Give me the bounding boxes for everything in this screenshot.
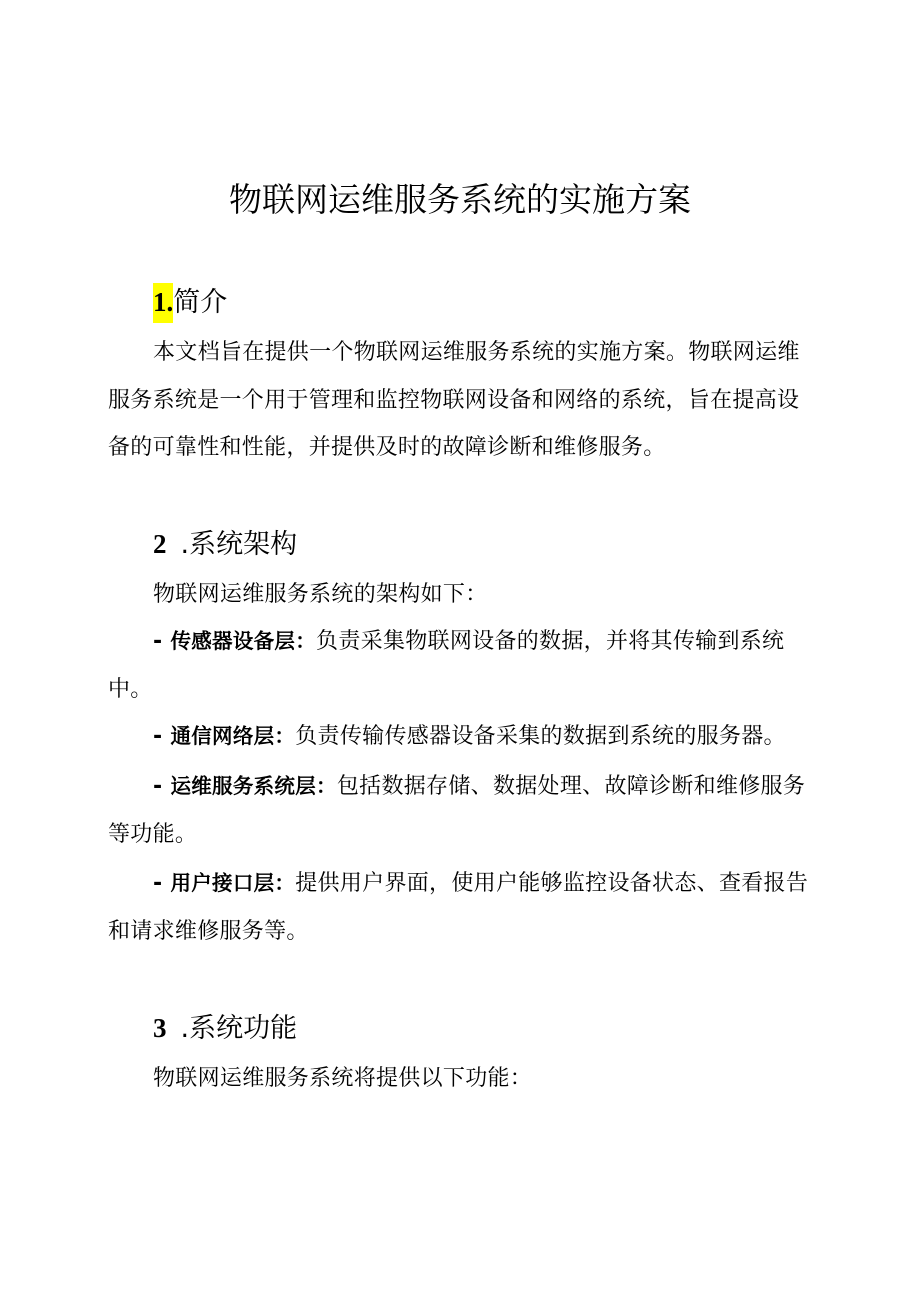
list-item-term: 用户接口层： [170,871,296,895]
section-number: 3 [153,1013,167,1043]
list-item-term: 通信网络层： [170,724,296,748]
section-heading-text: 简介 [173,287,228,318]
list-item [108,860,820,955]
list-item [108,618,820,713]
functions-intro: 物联网运维服务系统将提供以下功能： [153,1066,533,1091]
list-item-term: 运维服务系统层： [170,774,337,798]
list-item [108,713,820,761]
section-heading-text: .系统功能 [180,1013,298,1044]
section-number-highlighted: 1. [153,283,173,323]
list-marker: - [153,629,163,654]
intro-paragraph: 本文档旨在提供一个物联网运维服务系统的实施方案。物联网运维服务系统是一个用于管理和监控物联网设备和网络的系统，旨在提高设备的可靠性和性能，并提供及时的故障诊断和维修服务。 [108,340,800,460]
document-title: 物联网运维服务系统的实施方案 [229,180,691,219]
list-item-text: 负责采集物联网设备的数据，并将其传输到系统中。 [108,629,785,702]
list-marker: - [153,774,163,799]
section-heading-intro [153,282,227,323]
list-item-text: 负责传输传感器设备采集的数据到系统的服务器。 [295,724,786,749]
architecture-intro: 物联网运维服务系统的架构如下： [153,582,488,607]
list-marker: - [153,871,163,896]
list-item-text: 包括数据存储、数据处理、故障诊断和维修服务等功能。 [108,774,806,847]
section-heading-text: .系统架构 [180,529,298,560]
section-heading-functions [153,1008,297,1049]
section-heading-architecture [153,524,297,565]
list-item-term: 传感器设备层： [170,629,317,653]
list-marker: - [153,724,163,749]
list-item-text: 提供用户界面，使用户能够监控设备状态、查看报告和请求维修服务等。 [108,871,809,944]
section-number: 2 [153,529,167,559]
list-item [108,763,820,858]
